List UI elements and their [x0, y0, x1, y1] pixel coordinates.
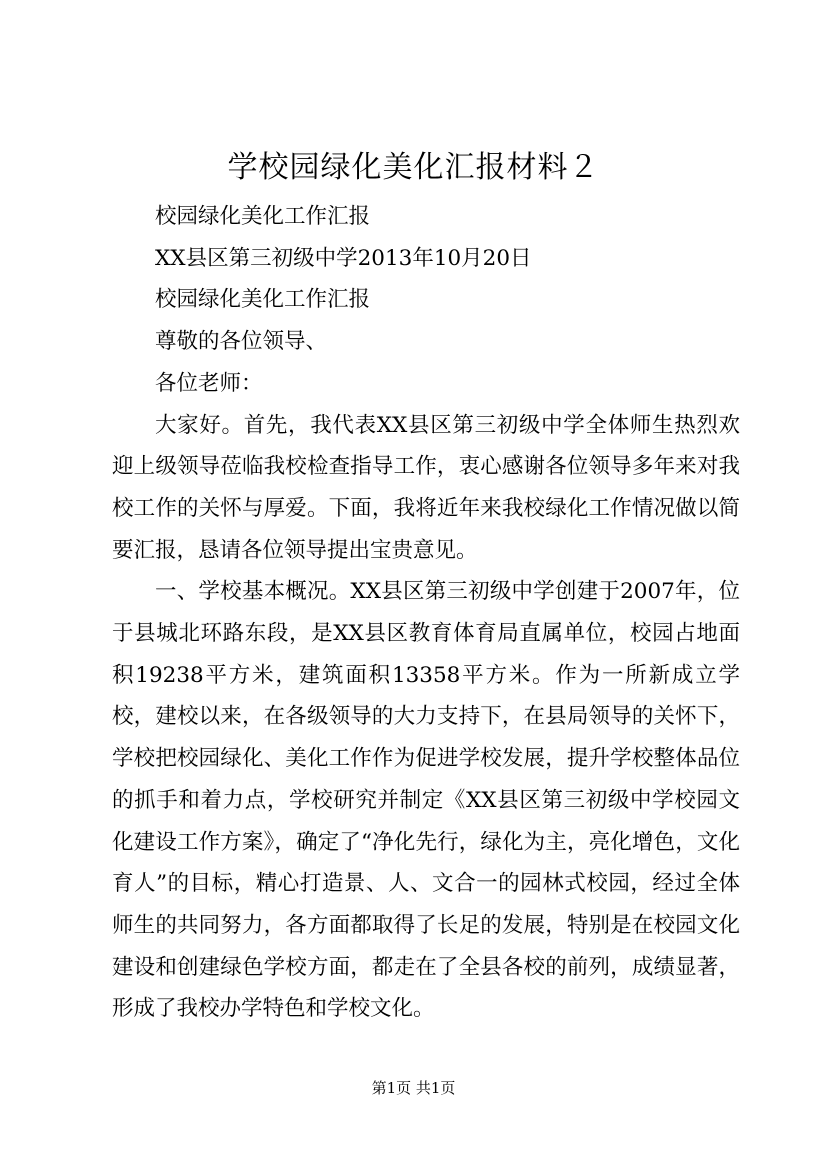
paragraph: 校园绿化美化工作汇报	[155, 204, 371, 229]
paragraph: 各位老师：	[155, 370, 263, 396]
page-footer: 第1页 共1页	[371, 1079, 456, 1097]
paragraph: 校园绿化美化工作汇报	[155, 287, 371, 313]
paragraph: 一、学校基本概况。XX县区第三初级中学创建于2007年，位于县城北环路东段，是XX县区教育体育局直属单位，校园占地面积19238平方米，建筑面积13358平方米。作为一所新成立学校，建校以来，在各级领导的大力支持下，在县局领导的关怀下，学校把校园绿化、美化工作作为促进学校发展，提升学校整体品位的抓手和着力点，学校研究并制定《XX县区第三初级中学校园文化建设工作方案》，确定了“净化先行，绿化为主，亮化增色，文化育人”的目标，精心打造景、人、文合一的园林式校园，经过全体师生的共同努力，各方面都取得了长足的发展，特别是在校园文化建设和创建绿色学校方面，都走在了全县各校的前列，成绩显著，形成了我校办学特色和学校文化。	[112, 579, 740, 1022]
paragraph: 大家好。首先，我代表XX县区第三初级中学全体师生热烈欢迎上级领导莅临我校检查指导工作，衷心感谢各位领导多年来对我校工作的关怀与厚爱。下面，我将近年来我校绿化工作情况做以简要汇报，恳请各位领导提出宝贵意见。	[112, 412, 740, 563]
document-title: 学校园绿化美化汇报材料２	[227, 150, 600, 185]
paragraph: 尊敬的各位领导、	[155, 329, 328, 355]
document-body	[112, 196, 740, 1030]
paragraph: XX县区第三初级中学2013年10月20日	[155, 245, 532, 271]
